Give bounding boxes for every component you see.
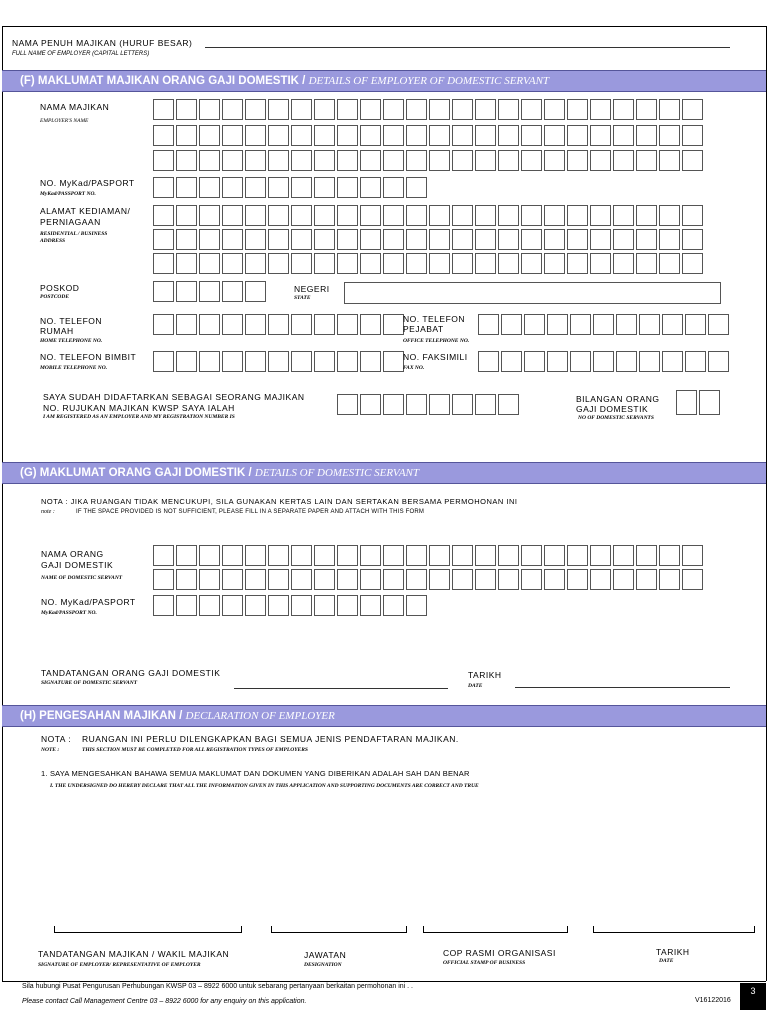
left-rule <box>2 26 3 981</box>
form-version: V16122016 <box>695 997 731 1004</box>
servant-count-sublabel: NO OF DOMESTIC SERVANTS <box>578 415 654 421</box>
servant-name-row2[interactable] <box>153 569 705 590</box>
employer-signature-label: TANDATANGAN MAJIKAN / WAKIL MAJIKAN <box>38 949 230 959</box>
servant-signature-field[interactable] <box>234 688 448 689</box>
section-g-header: (G) MAKLUMAT ORANG GAJI DOMESTIK / DETAILS OF DOMESTIC SERVANT <box>2 462 766 484</box>
top-rule <box>2 26 766 27</box>
footer-line-en: Please contact Call Management Centre 03 – 8922 6000 for any enquiry on this application. <box>22 998 307 1005</box>
address-row2[interactable] <box>153 229 705 250</box>
employer-mykad-sublabel: MyKad/PASSPORT NO. <box>40 191 96 197</box>
employer-name-row1[interactable] <box>153 99 705 120</box>
employer-name-row3[interactable] <box>153 150 705 171</box>
employer-fullname-label: NAMA PENUH MAJIKAN (HURUF BESAR) <box>12 38 193 48</box>
epf-reference-boxes[interactable] <box>337 394 521 415</box>
employer-signature-sublabel: SIGNATURE OF EMPLOYER/ REPRESENTATIVE OF EMPLOYER <box>38 962 201 968</box>
section-h-nota-label: NOTA : <box>41 734 72 744</box>
declaration-text-en: I. THE UNDERSIGNED DO HEREBY DECLARE THAT ALL THE INFORMATION GIVEN IN THIS APPLICATION AND SUPPORTING DOCUMENTS ARE CORRECT AND TRUE <box>50 783 479 789</box>
declaration-text: 1. SAYA MENGESAHKAN BAHAWA SEMUA MAKLUMAT DAN DOKUMEN YANG DIBERIKAN ADALAH SAH DAN BENAR <box>41 769 470 778</box>
mobile-phone-boxes[interactable] <box>153 351 406 372</box>
home-phone-sublabel: HOME TELEPHONE NO. <box>40 338 103 344</box>
employer-date-field[interactable] <box>593 926 755 933</box>
section-h-header: (H) PENGESAHAN MAJIKAN / DECLARATION OF EMPLOYER <box>2 705 766 727</box>
state-label: NEGERI <box>294 284 330 294</box>
employer-fullname-sublabel: FULL NAME OF EMPLOYER (CAPITAL LETTERS) <box>12 51 150 57</box>
registered-label-2: NO. RUJUKAN MAJIKAN KWSP SAYA IALAH <box>43 403 235 413</box>
footer-line-ms: Sila hubungi Pusat Pengurusan Perhubungan KWSP 03 – 8922 6000 untuk sebarang pertanyaan berkaitan permohonan ini . . <box>22 983 413 990</box>
postcode-label: POSKOD <box>40 283 80 293</box>
employer-mykad-boxes[interactable] <box>153 177 429 198</box>
address-label-2: PERNIAGAAN <box>40 217 101 227</box>
servant-signature-label: TANDATANGAN ORANG GAJI DOMESTIK <box>41 668 221 678</box>
employer-date-sublabel: DATE <box>659 958 674 964</box>
servant-name-sublabel: NAME OF DOMESTIC SERVANT <box>41 575 123 581</box>
address-sublabel-2: ADDRESS <box>40 238 66 244</box>
registered-label-1: SAYA SUDAH DIDAFTARKAN SEBAGAI SEORANG MAJIKAN <box>43 392 305 402</box>
servant-count-boxes[interactable] <box>676 390 722 415</box>
section-h-note-text: THIS SECTION MUST BE COMPLETED FOR ALL REGISTRATION TYPES OF EMPLOYERS <box>82 747 308 753</box>
employer-name-sublabel: EMPLOYER'S NAME <box>40 118 89 124</box>
employer-date-label: TARIKH <box>656 947 690 957</box>
address-row3[interactable] <box>153 253 705 274</box>
fax-sublabel: FAX NO. <box>403 365 425 371</box>
employer-name-row2[interactable] <box>153 125 705 146</box>
servant-name-label-2: GAJI DOMESTIK <box>41 560 114 570</box>
postcode-sublabel: POSTCODE <box>40 294 70 300</box>
servant-mykad-label: NO. MyKad/PASPORT <box>41 597 136 607</box>
servant-name-row1[interactable] <box>153 545 705 566</box>
servant-mykad-sublabel: MyKad/PASSPORT NO. <box>41 610 97 616</box>
designation-field[interactable] <box>271 926 407 933</box>
servant-signature-sublabel: SIGNATURE OF DOMESTIC SERVANT <box>41 680 138 686</box>
servant-mykad-boxes[interactable] <box>153 595 429 616</box>
stamp-field[interactable] <box>423 926 568 933</box>
stamp-sublabel: OFFICIAL STAMP OF BUSINESS <box>443 960 526 966</box>
address-label-1: ALAMAT KEDIAMAN/ <box>40 206 131 216</box>
mobile-phone-sublabel: MOBILE TELEPHONE NO. <box>40 365 108 371</box>
fax-label: NO. FAKSIMILI <box>403 352 468 362</box>
employer-mykad-label: NO. MyKad/PASPORT <box>40 178 135 188</box>
section-f-header: (F) MAKLUMAT MAJIKAN ORANG GAJI DOMESTIK / DETAILS OF EMPLOYER OF DOMESTIC SERVANT <box>2 70 766 92</box>
section-h-nota-text: RUANGAN INI PERLU DILENGKAPKAN BAGI SEMUA JENIS PENDAFTARAN MAJIKAN. <box>82 734 459 744</box>
employer-signature-field[interactable] <box>54 926 242 933</box>
employer-name-label: NAMA MAJIKAN <box>40 102 110 112</box>
section-g-note-text: IF THE SPACE PROVIDED IS NOT SUFFICIENT, PLEASE FILL IN A SEPARATE PAPER AND ATTACH WITH THIS FORM <box>76 509 425 515</box>
address-row1[interactable] <box>153 205 705 226</box>
section-h-note-label: NOTE : <box>41 747 60 753</box>
designation-sublabel: DESIGNATION <box>304 962 342 968</box>
office-phone-boxes[interactable] <box>478 314 731 335</box>
servant-name-label-1: NAMA ORANG <box>41 549 104 559</box>
office-phone-label-2: PEJABAT <box>403 324 444 334</box>
designation-label: JAWATAN <box>304 950 347 960</box>
right-rule <box>766 26 767 981</box>
postcode-boxes[interactable] <box>153 281 268 302</box>
home-phone-label-1: NO. TELEFON <box>40 316 103 326</box>
state-sublabel: STATE <box>294 295 311 301</box>
registered-sublabel: I AM REGISTERED AS AN EMPLOYER AND MY REGISTRATION NUMBER IS <box>43 414 235 420</box>
address-sublabel-1: RESIDENTIAL / BUSINESS <box>40 231 108 237</box>
servant-date-label: TARIKH <box>468 670 502 680</box>
servant-count-label-2: GAJI DOMESTIK <box>576 404 649 414</box>
employer-fullname-field[interactable] <box>205 47 730 48</box>
servant-date-sublabel: DATE <box>468 683 483 689</box>
home-phone-label-2: RUMAH <box>40 326 74 336</box>
page-number: 3 <box>740 983 766 1010</box>
mobile-phone-label: NO. TELEFON BIMBIT <box>40 352 137 362</box>
office-phone-sublabel: OFFICE TELEPHONE NO. <box>403 338 470 344</box>
servant-count-label-1: BILANGAN ORANG <box>576 394 660 404</box>
servant-date-field[interactable] <box>515 687 730 688</box>
stamp-label: COP RASMI ORGANISASI <box>443 948 556 958</box>
office-phone-label-1: NO. TELEFON <box>403 314 466 324</box>
state-field[interactable] <box>344 282 721 304</box>
fax-boxes[interactable] <box>478 351 731 372</box>
section-g-note-label: note : <box>41 509 55 515</box>
section-g-nota: NOTA : JIKA RUANGAN TIDAK MENCUKUPI, SILA GUNAKAN KERTAS LAIN DAN SERTAKAN BERSAMA PERMOHONAN INI <box>41 497 518 506</box>
home-phone-boxes[interactable] <box>153 314 406 335</box>
